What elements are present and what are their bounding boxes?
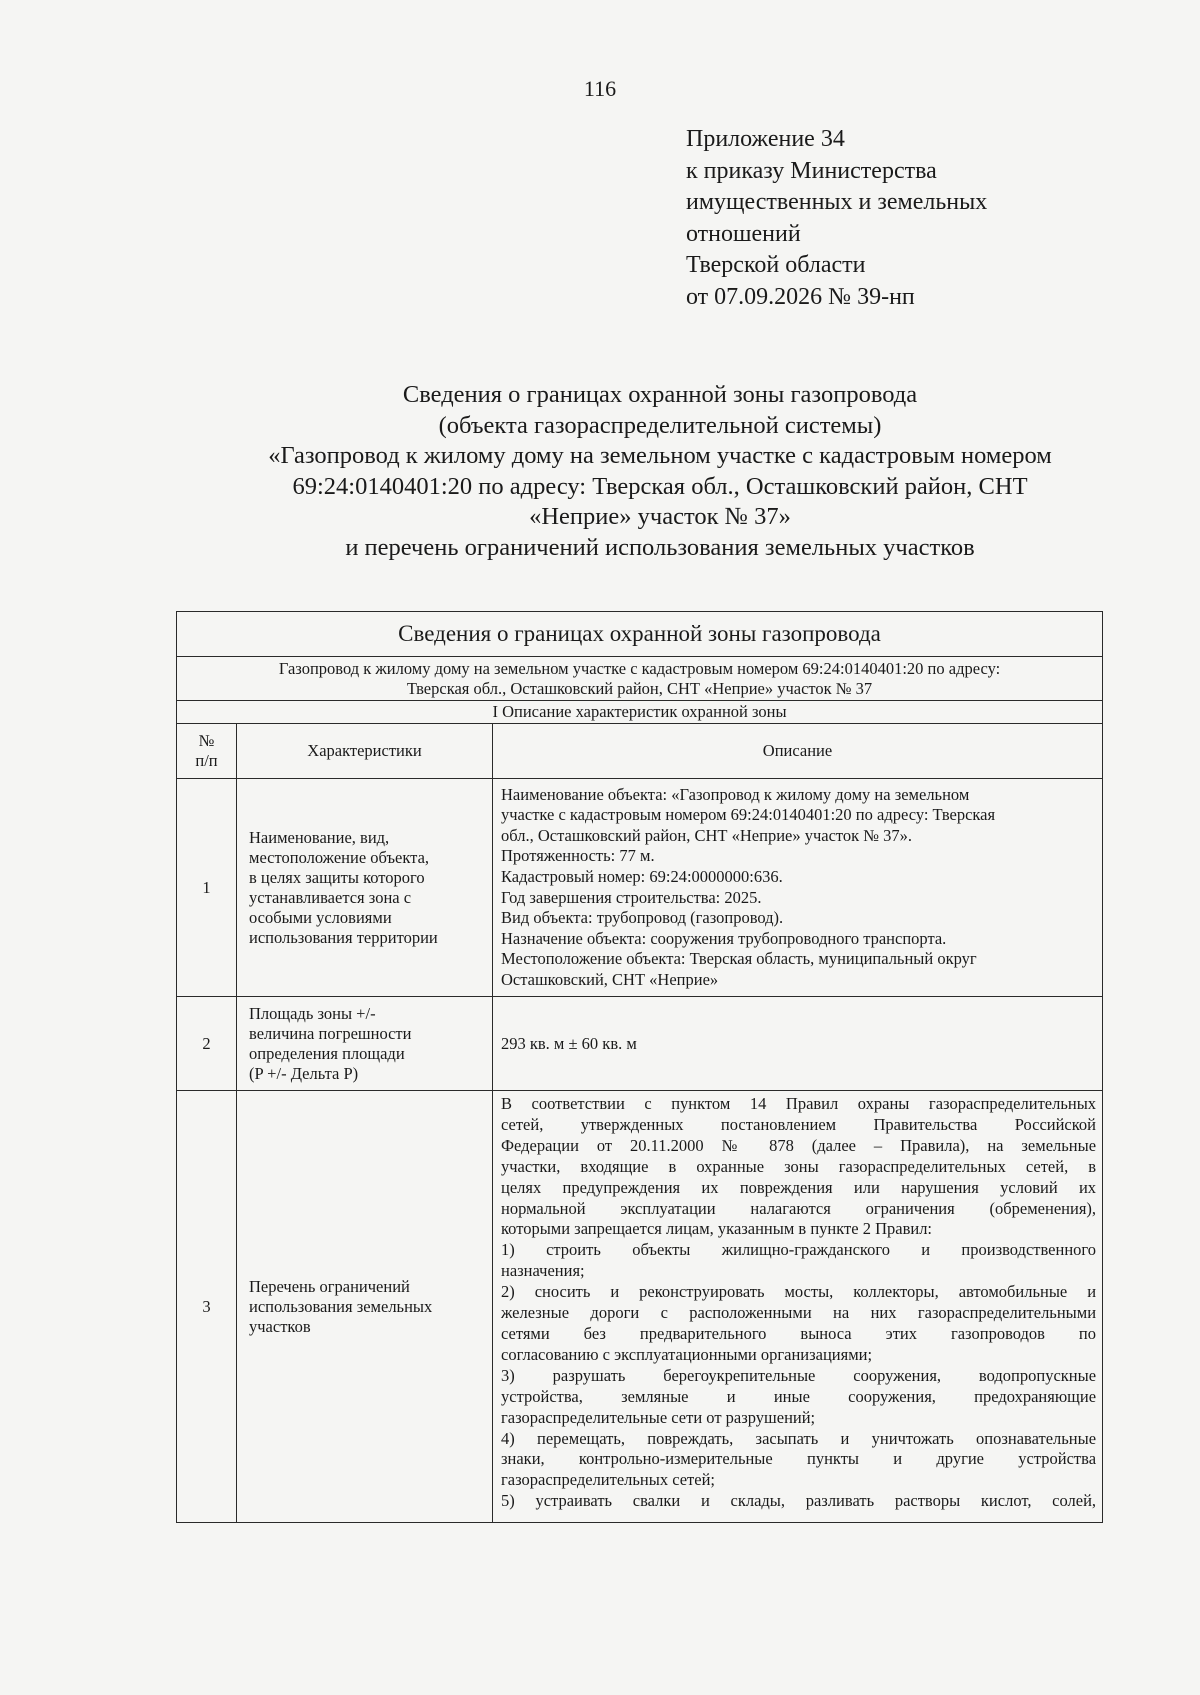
description-line: согласованию с эксплуатационными организациями; (501, 1344, 873, 1364)
characteristic-line: (P +/- Дельта P) (249, 1063, 359, 1083)
title-line: 69:24:0140401:20 по адресу: Тверская обл., Осташковский район, СНТ (292, 472, 1028, 500)
table-row (177, 779, 1103, 997)
characteristic-line: Площадь зоны +/- (249, 1003, 376, 1023)
title-line: «Неприе» участок № 37» (529, 503, 791, 530)
row-description (493, 1091, 1103, 1523)
characteristic-line: использования земельных (249, 1296, 433, 1316)
description-line: Кадастровый номер: 69:24:0000000:636. (501, 866, 783, 886)
description-line: Федерации от 20.11.2000 № 878 (далее – Правила), на земельные (501, 1135, 1097, 1155)
description-line: целях предупреждения их повреждения или нарушения условий их (501, 1177, 1097, 1197)
characteristic-line: особыми условиями (249, 907, 392, 927)
characteristic-line: использования территории (249, 927, 438, 947)
characteristic-line: в целях защиты которого (249, 867, 425, 887)
appendix-line: Приложение 34 (686, 126, 845, 152)
row-description (493, 997, 1103, 1091)
characteristic-line: Перечень ограничений (249, 1276, 410, 1296)
object-caption-line: Газопровод к жилому дому на земельном участке с кадастровым номером 69:24:0140401:20 по адресу: (278, 658, 1001, 678)
table-row (177, 997, 1103, 1091)
title-line: (объекта газораспределительной системы) (438, 411, 882, 439)
column-header-characteristics: Характеристики (237, 724, 493, 779)
column-header-description: Описание (493, 724, 1103, 779)
description-line: сетей, утвержденных постановлением Правительства Российской (501, 1114, 1097, 1134)
table-row (177, 1091, 1103, 1523)
appendix-line: от 07.09.2026 № 39-нп (686, 283, 915, 310)
table-heading: Сведения о границах охранной зоны газопровода (177, 612, 1103, 657)
appendix-block (686, 124, 987, 313)
characteristic-line: Наименование, вид, (249, 827, 390, 847)
title-line: и перечень ограничений использования земельных участков (345, 533, 975, 561)
description-line: 4) перемещать, повреждать, засыпать и уничтожать опознавательные (501, 1428, 1097, 1448)
description-line: которыми запрещается лицам, указанным в пункте 2 Правил: (501, 1219, 933, 1239)
appendix-line: к приказу Министерства (686, 157, 937, 184)
description-line: Наименование объекта: «Газопровод к жилому дому на земельном (501, 784, 970, 804)
row-characteristic (237, 997, 493, 1091)
column-header-number-line: п/п (195, 751, 218, 770)
description-line: Вид объекта: трубопровод (газопровод). (501, 908, 784, 928)
characteristic-line: местоположение объекта, (249, 847, 430, 867)
description-line: Местоположение объекта: Тверская область, муниципальный округ (501, 949, 977, 969)
row-characteristic (237, 1091, 493, 1523)
description-line: 1) строить объекты жилищно-гражданского и производственного (501, 1240, 1097, 1260)
description-line: Год завершения строительства: 2025. (501, 887, 762, 907)
description-line: знаки, контрольно-измерительные пункты и другие устройства (501, 1449, 1097, 1469)
characteristic-line: величина погрешности (249, 1023, 412, 1043)
description-line: обл., Осташковский район, СНТ «Неприе» участок № 37». (501, 825, 913, 845)
row-number: 1 (177, 779, 237, 997)
description-line: сетями без предварительного выноса этих газопроводов по (501, 1323, 1097, 1343)
description-line: газораспределительные сети от разрушений; (501, 1407, 816, 1427)
description-line: Осташковский, СНТ «Неприе» (501, 969, 719, 989)
appendix-line: отношений (686, 220, 801, 247)
protection-zone-table (176, 611, 1103, 1523)
description-line: 3) разрушать берегоукрепительные сооружения, водопропускные (501, 1365, 1097, 1385)
appendix-line: имущественных и земельных (686, 189, 988, 215)
description-line: устройства, земляные и иные сооружения, предохраняющие (501, 1386, 1097, 1406)
row-characteristic (237, 779, 493, 997)
description-line: В соответствии с пунктом 14 Правил охраны газораспределительных (501, 1094, 1097, 1113)
description-line: газораспределительных сетей; (501, 1470, 716, 1490)
column-header-number-line: № (198, 731, 215, 750)
row-number: 3 (177, 1091, 237, 1523)
title-line: «Газопровод к жилому дому на земельном участке с кадастровым номером (268, 442, 1052, 469)
characteristic-line: устанавливается зона с (249, 887, 412, 907)
table-object-caption (177, 657, 1103, 701)
description-line: 293 кв. м ± 60 кв. м (501, 1033, 637, 1053)
description-line: 2) сносить и реконструировать мосты, коллекторы, автомобильные и (501, 1282, 1097, 1302)
title-line: Сведения о границах охранной зоны газопровода (402, 381, 918, 408)
document-title (120, 380, 1200, 563)
description-line: 5) устраивать свалки и склады, разливать растворы кислот, солей, (501, 1491, 1097, 1511)
description-line: участке с кадастровым номером 69:24:0140401:20 по адресу: Тверская (501, 805, 996, 825)
description-line: нормальной эксплуатации налагаются ограничения (обременения), (501, 1198, 1097, 1218)
object-caption-line: Тверская обл., Осташковский район, СНТ «Неприе» участок № 37 (406, 678, 873, 698)
description-line: участки, входящие в охранные зоны газораспределительных сетей, в (501, 1156, 1097, 1176)
row-description (493, 779, 1103, 997)
appendix-line: Тверской области (686, 252, 866, 278)
characteristic-line: участков (249, 1316, 311, 1336)
description-line: железные дороги с расположенными на них газораспределительными (501, 1303, 1097, 1323)
page-number: 116 (583, 76, 617, 101)
description-line: Протяженность: 77 м. (501, 846, 655, 866)
description-line: назначения; (501, 1261, 585, 1281)
description-line: Назначение объекта: сооружения трубопроводного транспорта. (501, 928, 947, 948)
table-section-title: I Описание характеристик охранной зоны (177, 701, 1103, 724)
column-header-number (177, 724, 237, 779)
row-number: 2 (177, 997, 237, 1091)
characteristic-line: определения площади (249, 1043, 405, 1063)
